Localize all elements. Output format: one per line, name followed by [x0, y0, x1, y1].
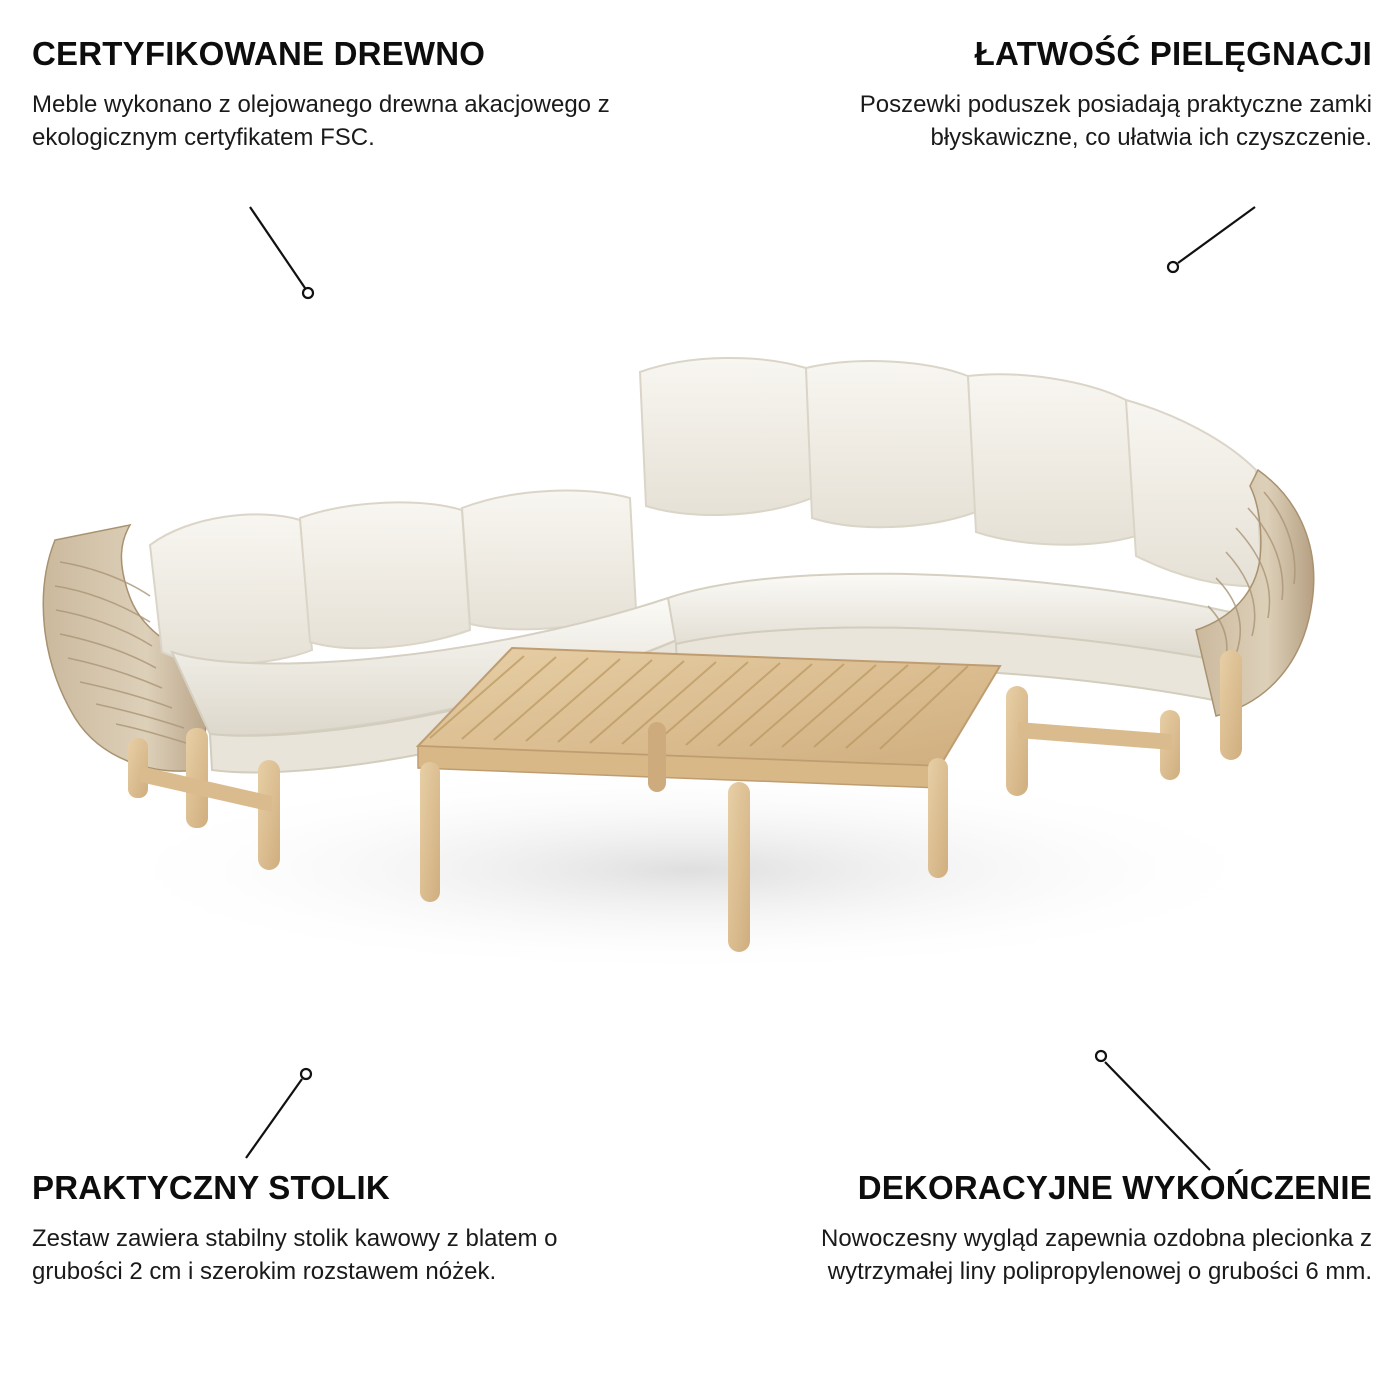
table-leg — [928, 758, 948, 878]
feature-title: ŁATWOŚĆ PIELĘGNACJI — [974, 35, 1372, 72]
pointer-line-easy-care — [1178, 207, 1255, 263]
feature-title: DEKORACYJNE WYKOŃCZENIE — [857, 1169, 1372, 1206]
back-cushion-left-2 — [300, 502, 470, 648]
table-leg — [420, 762, 440, 902]
back-cushion-left-1 — [150, 514, 312, 663]
pointer-dot-easy-care — [1168, 262, 1178, 272]
feature-easy-care — [772, 36, 1372, 155]
feature-body: Meble wykonano z olejowanego drewna akacjowego z ekologicznym certyfikatem FSC. — [32, 91, 610, 152]
feature-practical-table — [32, 1170, 592, 1289]
table-leg — [648, 722, 666, 792]
feature-decorative-finish — [772, 1170, 1372, 1289]
back-cushion-right-2 — [806, 361, 976, 527]
pointer-dot-practical-table — [301, 1069, 311, 1079]
wooden-leg — [1220, 650, 1242, 760]
pointer-line-certified-wood — [250, 207, 305, 288]
feature-body: Zestaw zawiera stabilny stolik kawowy z blatem o grubości 2 cm i szerokim rozstawem nóżek. — [32, 1225, 558, 1286]
wooden-leg — [1006, 686, 1028, 796]
pointer-line-decorative-finish — [1105, 1062, 1210, 1170]
feature-body: Nowoczesny wygląd zapewnia ozdobna plecionka z wytrzymałej liny polipropylenowej o grubości 6 mm. — [821, 1225, 1372, 1286]
feature-title: CERTYFIKOWANE DREWNO — [32, 35, 486, 72]
product-photo-svg — [0, 330, 1400, 1030]
wooden-leg — [258, 760, 280, 870]
back-cushion-right-3 — [968, 374, 1136, 544]
back-cushion-right-4 — [1126, 400, 1262, 586]
pointer-dot-decorative-finish — [1096, 1051, 1106, 1061]
wooden-rail — [1018, 722, 1172, 750]
back-cushion-left-3 — [462, 491, 636, 630]
table-leg — [728, 782, 750, 952]
feature-body: Poszewki poduszek posiadają praktyczne zamki błyskawiczne, co ułatwia ich czyszczenie. — [859, 91, 1372, 152]
product-photo — [0, 330, 1400, 1030]
feature-title: PRAKTYCZNY STOLIK — [32, 1169, 390, 1206]
back-cushion-right-1 — [640, 358, 812, 515]
pointer-line-practical-table — [246, 1079, 302, 1158]
table-top — [418, 648, 1000, 766]
pointer-dot-certified-wood — [303, 288, 313, 298]
feature-certified-wood — [32, 36, 632, 155]
